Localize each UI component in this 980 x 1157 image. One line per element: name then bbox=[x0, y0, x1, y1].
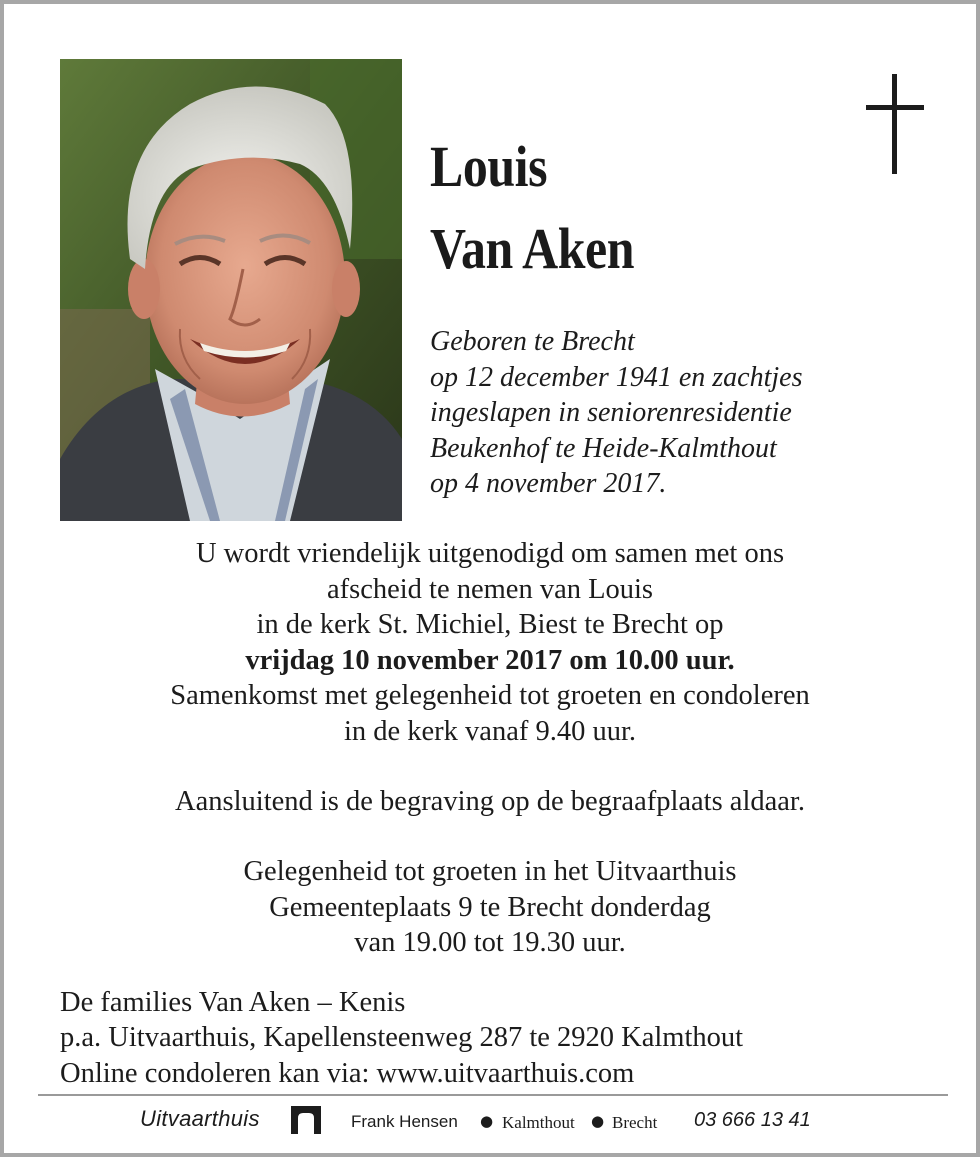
footer-phone-number: 03 666 13 41 bbox=[694, 1109, 811, 1131]
funeral-date-time: vrijdag 10 november 2017 om 10.00 uur. bbox=[245, 644, 735, 676]
families-line: De families Van Aken – Kenis bbox=[60, 987, 406, 1018]
visiting-line: van 19.00 tot 19.30 uur. bbox=[354, 927, 626, 959]
funeral-home-brand: Uitvaarthuis bbox=[140, 1106, 260, 1131]
funeral-director-name: Frank Hensen bbox=[351, 1112, 458, 1131]
visiting-hours bbox=[4, 854, 976, 961]
uitvaarthuis-logo-icon bbox=[291, 1106, 321, 1134]
life-line: op 12 december 1941 en zachtjes bbox=[430, 361, 803, 393]
invitation-line: afscheid te nemen van Louis bbox=[326, 573, 654, 605]
cross-icon bbox=[866, 74, 924, 174]
invitation-line: Samenkomst met gelegenheid tot groeten en condoleren bbox=[170, 680, 810, 712]
invitation-line: in de kerk vanaf 9.40 uur. bbox=[343, 715, 637, 747]
footer-divider bbox=[38, 1094, 948, 1096]
invitation-line: U wordt vriendelijk uitgenodigd om samen met ons bbox=[195, 538, 785, 569]
footer-city: Kalmthout bbox=[502, 1113, 575, 1132]
portrait-photo bbox=[60, 59, 402, 521]
family-contact bbox=[60, 985, 743, 1091]
funeral-invitation bbox=[4, 536, 976, 750]
separator-dot: ● bbox=[480, 1112, 494, 1130]
address-line: p.a. Uitvaarthuis, Kapellensteenweg 287 te 2920 Kalmthout bbox=[60, 1022, 744, 1054]
life-details bbox=[430, 324, 802, 502]
burial-line: Aansluitend is de begraving op de begraafplaats aldaar. bbox=[175, 786, 805, 817]
deceased-first-name: Louis bbox=[430, 134, 548, 199]
separator-dot: ● bbox=[591, 1112, 605, 1130]
life-line: Beukenhof te Heide-Kalmthout bbox=[430, 432, 777, 464]
burial-note bbox=[4, 784, 976, 820]
funeral-home-footer bbox=[4, 1104, 976, 1140]
footer-city: Brecht bbox=[612, 1113, 658, 1132]
life-line: ingeslapen in seniorenresidentie bbox=[430, 397, 792, 428]
visiting-line: Gelegenheid tot groeten in het Uitvaarthuis bbox=[243, 856, 737, 887]
invitation-line: in de kerk St. Michiel, Biest te Brecht op bbox=[256, 609, 724, 641]
online-condolence-line: Online condoleren kan via: www.uitvaarthuis.com bbox=[60, 1057, 635, 1089]
deceased-last-name: Van Aken bbox=[430, 216, 635, 281]
visiting-line: Gemeenteplaats 9 te Brecht donderdag bbox=[269, 891, 711, 923]
life-line: Geboren te Brecht bbox=[430, 326, 635, 357]
life-line: op 4 november 2017. bbox=[430, 468, 667, 499]
